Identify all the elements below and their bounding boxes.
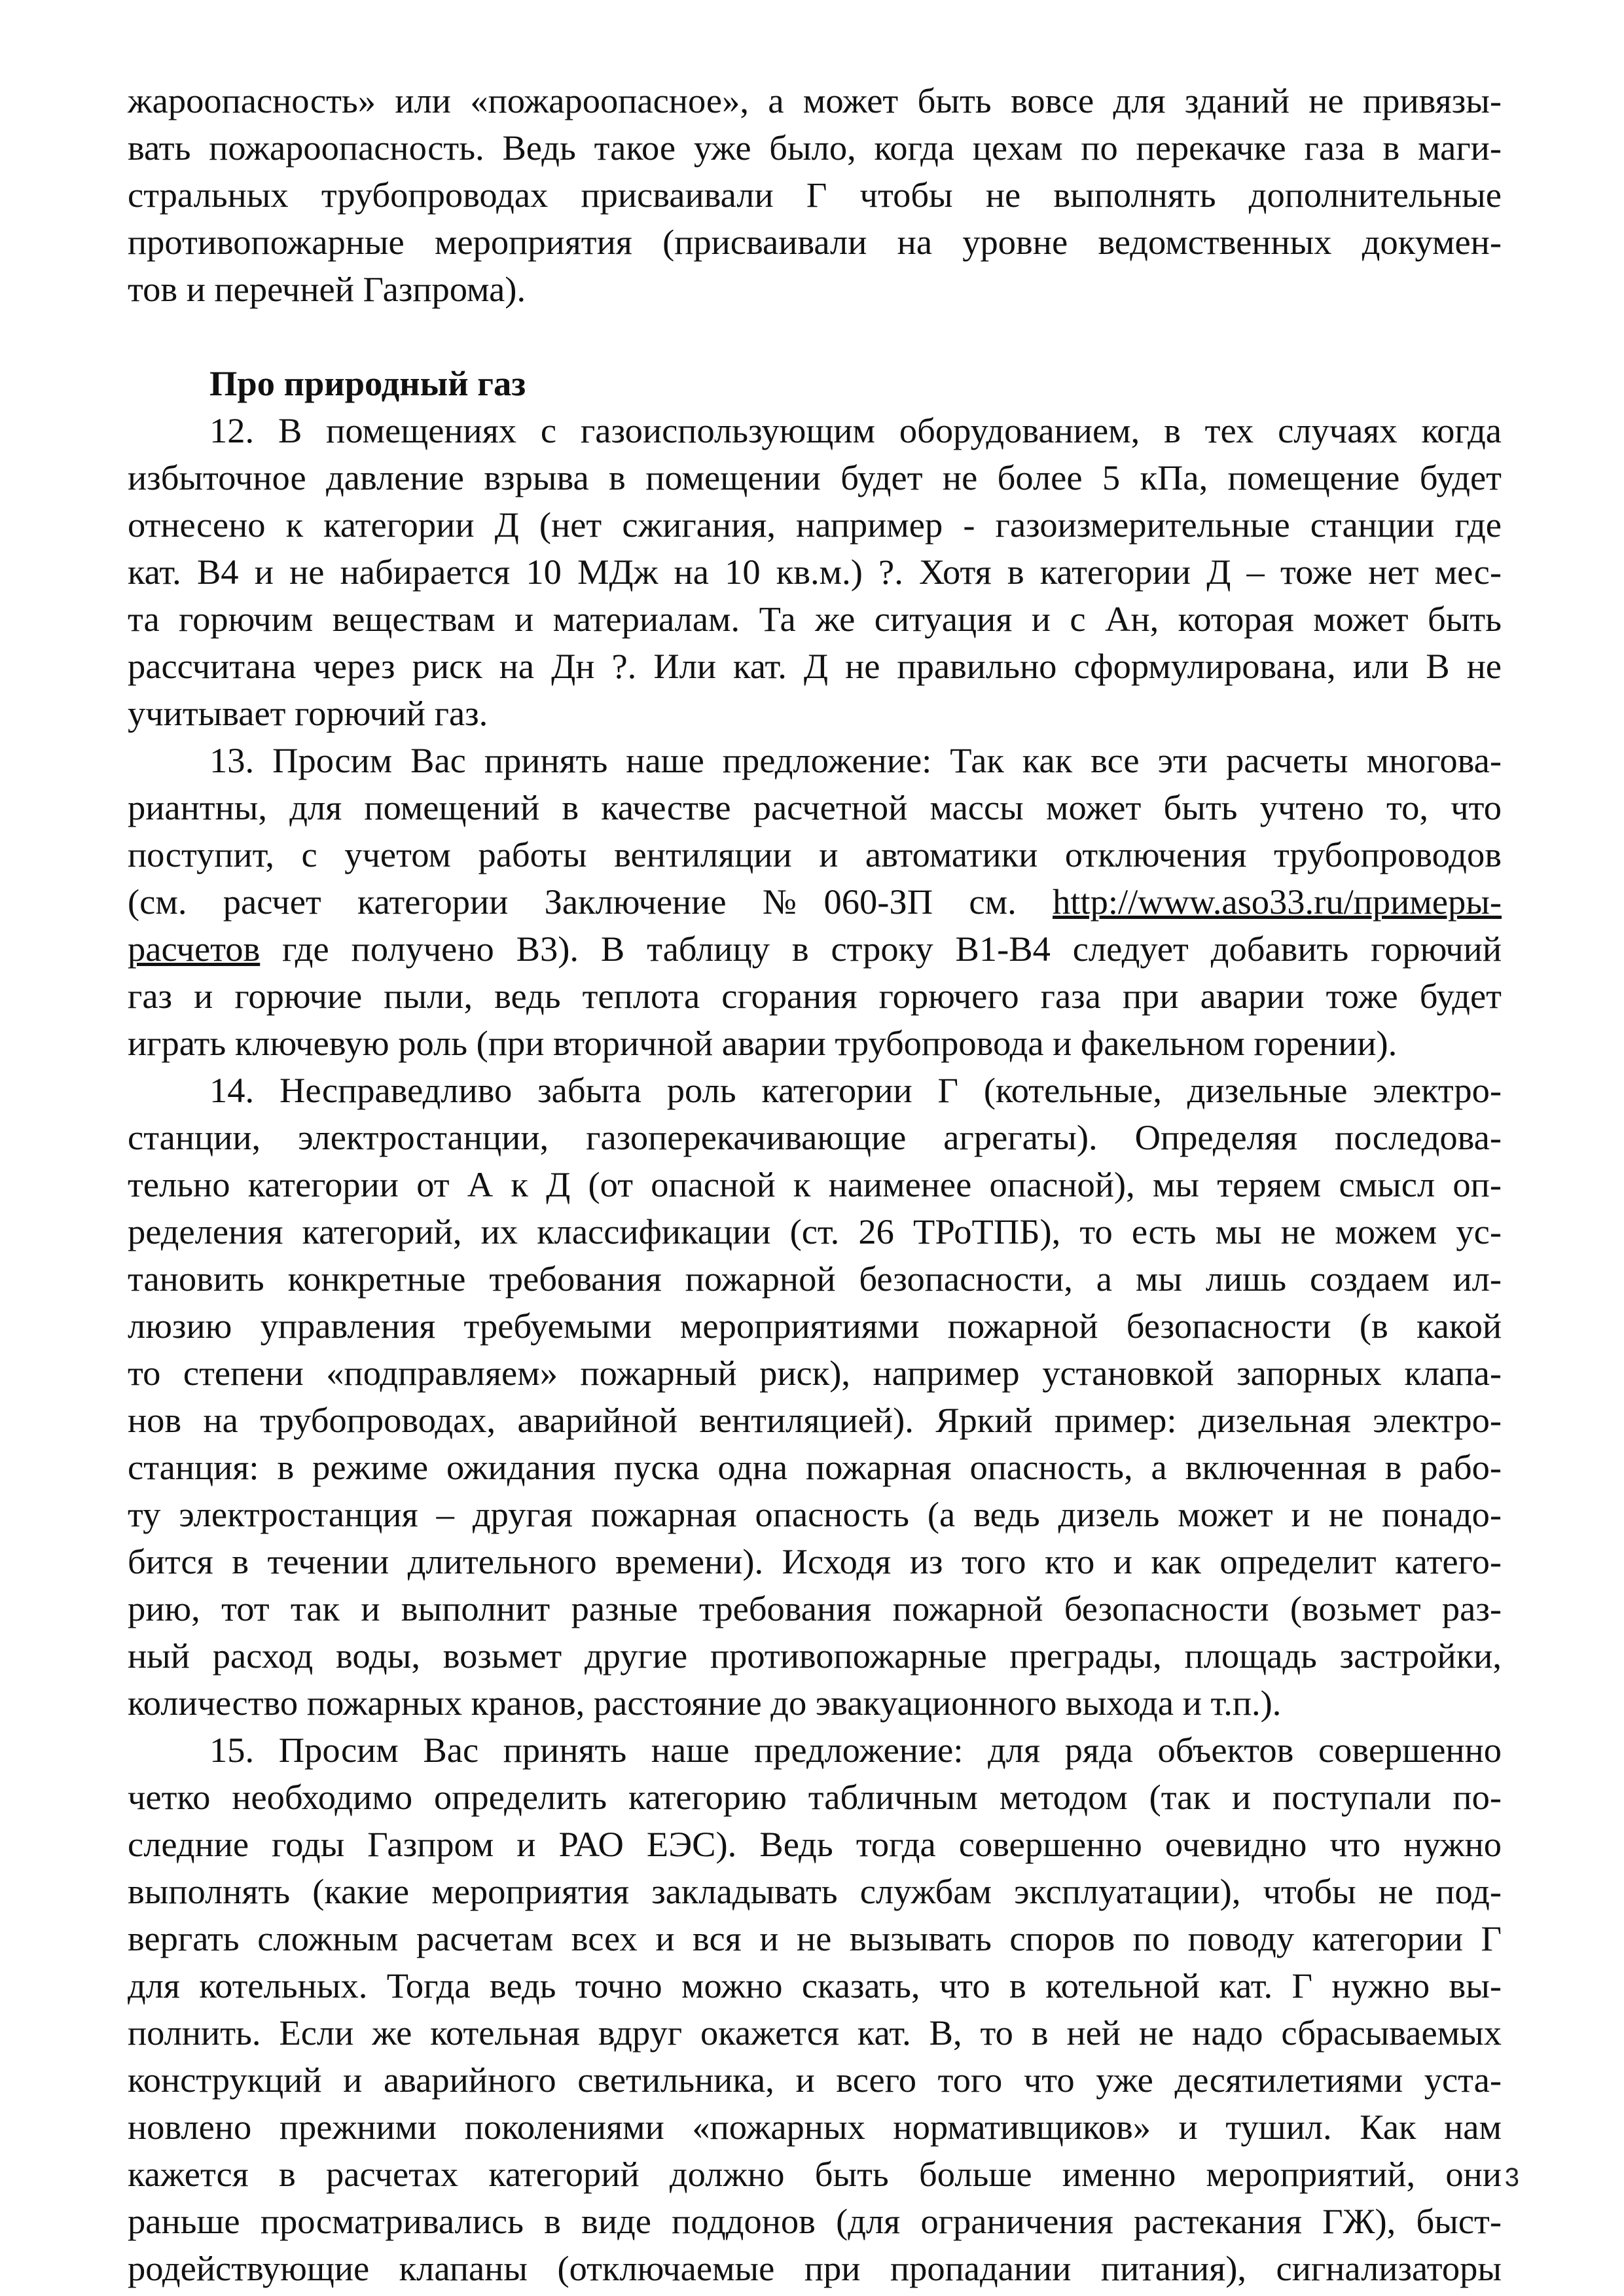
text-line: то степени «подправляем» пожарный риск), например установкой запорных клапа- [128,1353,1502,1393]
text-line [128,878,1502,925]
text-line: кат. В4 и не набирается 10 МДж на 10 кв.м.) ?. Хотя в категории Д – тоже нет мес- [128,552,1502,592]
text-line: газ и горючие пыли, ведь теплота сгорания горючего газа при аварии тоже будет [128,976,1502,1016]
text-line: отнесено к категории Д (нет сжигания, например - газоизмерительные станции где [128,505,1502,545]
page-number: 3 [1504,2163,1519,2192]
text-line: родействующие клапаны (отключаемые при пропадании питания), сигнализаторы [128,2248,1502,2288]
text-line: противопожарные мероприятия (присваивали на уровне ведомственных докумен- [128,222,1502,262]
text-line: поступит, с учетом работы вентиляции и автоматики отключения трубопроводов [128,834,1502,874]
text-line: играть ключевую роль (при вторичной аварии трубопровода и факельном горении). [128,1023,1398,1063]
text-line: люзию управления требуемыми мероприятиями пожарной безопасности (в какой [128,1306,1502,1346]
text-line: тановить конкретные требования пожарной безопасности, а мы лишь создаем ил- [128,1259,1502,1299]
text-line: новлено прежними поколениями «пожарных нормативщиков» и тушил. Как нам [128,2107,1502,2147]
text-line: количество пожарных кранов, расстояние до эвакуационного выхода и т.п.). [128,1683,1282,1723]
text-line: рию, тот так и выполнит разные требования пожарной безопасности (возьмет раз- [128,1588,1502,1628]
text-line: ту электростанция – другая пожарная опасность (а ведь дизель может и не понадо- [128,1494,1502,1534]
text-line: избыточное давление взрыва в помещении будет не более 5 кПа, помещение будет [128,457,1502,497]
document-page [128,77,1502,2292]
example-link[interactable]: http://www.aso33.ru/примеры- [1053,882,1502,922]
text-line: та горючим веществам и материалам. Та же ситуация и с Ан, которая может быть [128,599,1502,639]
text-line: ный расход воды, возьмет другие противопожарные преграды, площадь застройки, [128,1636,1502,1676]
intro-paragraph [128,77,1502,313]
text-span: где получено В3). В таблицу в строку В1-В4 следует добавить горючий [260,929,1502,969]
paragraph-14 [128,1067,1502,1727]
text-span: (см. расчет категории Заключение №060-ЗП см. [128,882,1053,922]
example-link-continued[interactable]: расчетов [128,929,261,969]
paragraph-15 [128,1727,1502,2292]
text-line: четко необходимо определить категорию табличным методом (так и поступали по- [128,1777,1502,1817]
paragraph-13 [128,737,1502,1067]
text-line [128,925,1502,973]
text-line: выполнять (какие мероприятия закладывать службам эксплуатации), чтобы не под- [128,1871,1502,1911]
text-line: вергать сложным расчетам всех и вся и не вызывать споров по поводу категории Г [128,1918,1502,1958]
text-line: 15. Просим Вас принять наше предложение: для ряда объектов совершенно [209,1730,1502,1770]
text-line: 12. В помещениях с газоиспользующим оборудованием, в тех случаях когда [209,410,1502,450]
text-line: 13. Просим Вас принять наше предложение: Так как все эти расчеты многова- [209,740,1502,780]
text-line: рассчитана через риск на Дн ?. Или кат. Д не правильно сформулирована, или В не [128,646,1502,686]
text-line: стральных трубопроводах присваивали Г чтобы не выполнять дополнительные [128,175,1502,215]
text-line: тельно категории от А к Д (от опасной к наименее опасной), мы теряем смысл оп- [128,1164,1502,1204]
text-line: учитывает горючий газ. [128,693,488,733]
text-line: риантны, для помещений в качестве расчетной массы может быть учтено то, что [128,787,1502,827]
text-line: станции, электростанции, газоперекачивающие агрегаты). Определяя последова- [128,1117,1502,1157]
text-line: полнить. Если же котельная вдруг окажется кат. В, то в ней не надо сбрасываемых [128,2013,1502,2053]
text-line: раньше просматривались в виде поддонов (для ограничения растекания ГЖ), быст- [128,2201,1502,2241]
section-heading: Про природный газ [209,363,526,403]
text-line: жароопасность» или «пожароопасное», а может быть вовсе для зданий не привязы- [128,81,1502,120]
text-line: следние годы Газпром и РАО ЕЭС). Ведь тогда совершенно очевидно что нужно [128,1824,1502,1864]
text-line: тов и перечней Газпрома). [128,269,526,309]
text-line: вать пожароопасность. Ведь такое уже было, когда цехам по перекачке газа в маги- [128,128,1502,168]
text-line: кажется в расчетах категорий должно быть больше именно мероприятий, они [128,2154,1502,2194]
text-line: 14. Несправедливо забыта роль категории Г (котельные, дизельные электро- [209,1070,1502,1110]
text-line: ределения категорий, их классификации (ст. 26 ТРоТПБ), то есть мы не можем ус- [128,1211,1502,1251]
text-line: нов на трубопроводах, аварийной вентиляцией). Яркий пример: дизельная электро- [128,1400,1502,1440]
text-line: для котельных. Тогда ведь точно можно сказать, что в котельной кат. Г нужно вы- [128,1965,1502,2005]
text-line: конструкций и аварийного светильника, и всего того что уже десятилетиями уста- [128,2060,1502,2100]
text-line: бится в течении длительного времени). Исходя из того кто и как определит катего- [128,1541,1502,1581]
text-line: станция: в режиме ожидания пуска одна пожарная опасность, а включенная в рабо- [128,1447,1502,1487]
paragraph-12 [128,407,1502,737]
